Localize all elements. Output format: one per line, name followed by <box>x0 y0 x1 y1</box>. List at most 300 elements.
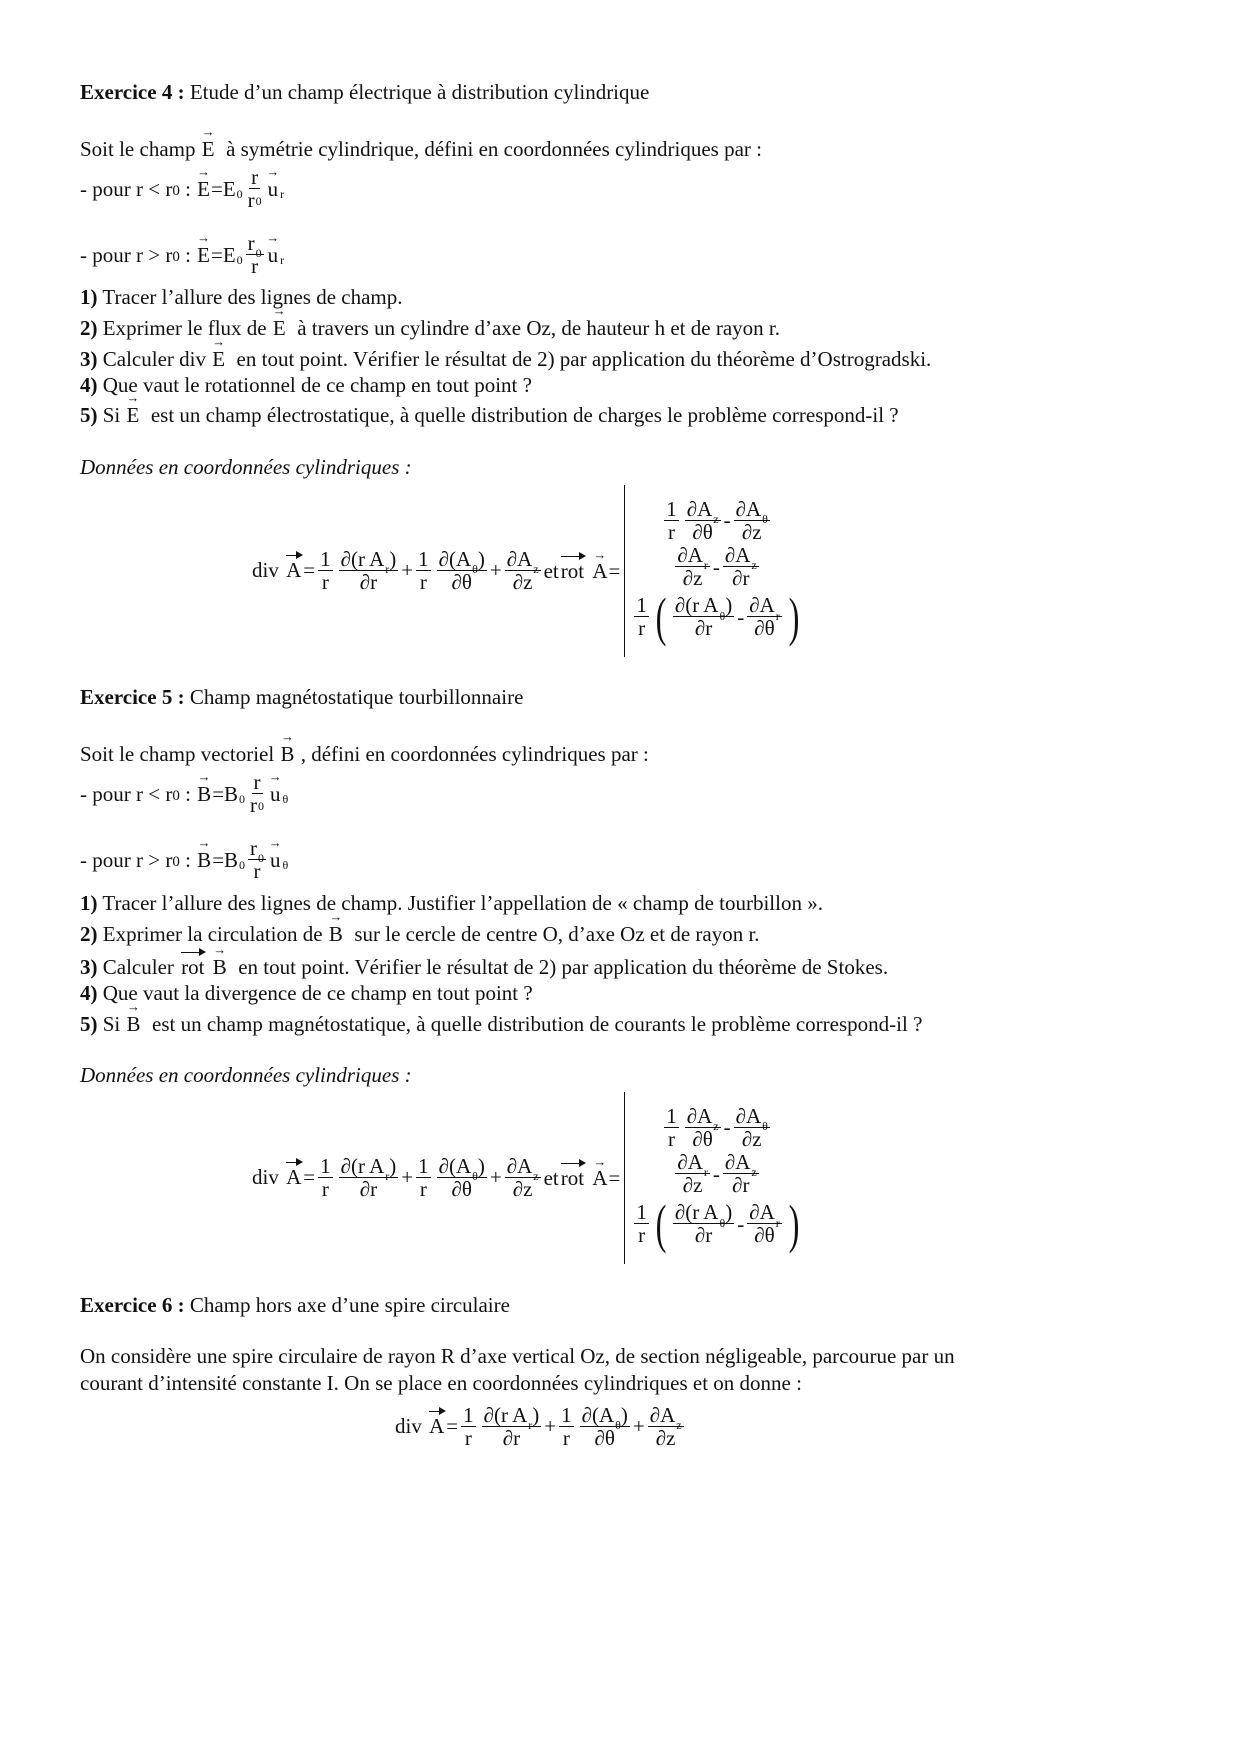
math-text: ∂A <box>749 593 775 618</box>
fraction <box>734 498 770 544</box>
formula-div <box>395 1404 687 1450</box>
ex5-q2 <box>80 922 760 946</box>
question-text: Si <box>97 403 126 427</box>
math-text: div <box>252 1165 285 1190</box>
math-text: r <box>419 569 427 594</box>
math-text: ∂r <box>732 566 750 591</box>
text: - pour r < r <box>80 782 173 806</box>
question-text: est un champ électrostatique, à quelle distribution de charges le problème correspond-il ? <box>140 403 899 427</box>
math-text: ∂r <box>502 1425 521 1450</box>
rot-components <box>631 1103 802 1255</box>
math-text: ∂(r A <box>674 593 719 618</box>
fraction <box>747 1201 782 1247</box>
math-text: ∂θ <box>451 1176 472 1201</box>
numerator <box>685 496 721 527</box>
math-text: ∂(r A <box>483 1402 528 1427</box>
subscript: z <box>751 1165 757 1180</box>
numerator <box>482 1402 542 1433</box>
ex4-q1 <box>80 285 403 309</box>
subscript: 0 <box>172 183 180 200</box>
math-text: r <box>638 616 646 641</box>
math-text: ) <box>389 546 397 571</box>
vector-symbol: → u <box>270 782 281 806</box>
text: , défini en coordonnées cylindriques par : <box>295 742 649 766</box>
numerator <box>675 543 710 573</box>
math-text: ) <box>725 1200 733 1225</box>
fraction <box>559 1404 574 1450</box>
ex4-title-text: Etude d’un champ électrique à distribution cylindrique <box>184 80 650 104</box>
subscript: r <box>528 1418 533 1433</box>
question-text: Si <box>97 1012 126 1036</box>
ex5-q4 <box>80 981 533 1005</box>
text: - pour r > r <box>80 243 173 267</box>
math-text: 1 <box>561 1402 572 1427</box>
math-text: 1 <box>418 546 429 571</box>
subscript: 0 <box>172 854 180 871</box>
math-text: - <box>712 554 720 579</box>
numerator <box>734 1103 770 1134</box>
overarrow-symbol: A <box>429 1414 445 1439</box>
math-text: + <box>632 1414 645 1439</box>
math-text: ∂z <box>512 569 533 594</box>
math-text: ∂θ <box>451 569 472 594</box>
vector-symbol: → B <box>197 848 211 872</box>
subscript: 0 <box>255 194 262 209</box>
denominator <box>561 1427 572 1450</box>
subscript: θ <box>762 1119 768 1134</box>
math-text: ∂z <box>512 1176 533 1201</box>
et-text: et <box>543 1165 559 1190</box>
overarrow-symbol: A <box>286 1165 302 1190</box>
denominator <box>511 1178 535 1201</box>
subscript: r <box>385 1169 390 1184</box>
formula-rot-lhs <box>559 1166 621 1191</box>
matrix-bar <box>624 1092 625 1264</box>
ex5-title-label: Exercice 5 : <box>80 685 185 709</box>
subscript: r <box>703 1165 708 1180</box>
ex6-title <box>80 1293 510 1317</box>
subscript: r <box>703 558 708 573</box>
ex4-title-label: Exercice 4 : <box>80 80 185 104</box>
numerator <box>416 548 431 571</box>
math-text: B <box>224 782 239 806</box>
subscript: θ <box>615 1418 621 1433</box>
math-text: ∂r <box>694 1223 713 1248</box>
numerator <box>673 1200 734 1230</box>
ex4-q2 <box>80 316 780 340</box>
math-text: r <box>253 770 261 794</box>
fraction <box>339 1155 399 1201</box>
ex5-div-rot-formulas <box>252 1092 803 1264</box>
fraction <box>505 548 541 594</box>
ex5-q3 <box>80 955 888 979</box>
text: à symétrie cylindrique, défini en coordonnées cylindriques par : <box>215 137 762 161</box>
question-number: 1) <box>80 285 98 309</box>
fraction <box>248 771 266 817</box>
math-text: ∂A <box>735 1103 762 1128</box>
overarrow-symbol: A <box>286 558 302 583</box>
numerator <box>648 1402 684 1433</box>
math-text: ∂z <box>682 566 703 591</box>
question-number: 4) <box>80 373 98 397</box>
math-text: = <box>608 558 621 583</box>
denominator <box>320 1178 331 1201</box>
numerator <box>318 1155 333 1178</box>
question-number: 4) <box>80 981 98 1005</box>
math-text: ∂z <box>682 1173 703 1198</box>
text: : <box>179 782 197 806</box>
ex5-q1 <box>80 891 823 915</box>
question-text: Que vaut le rotationnel de ce champ en tout point ? <box>97 373 532 397</box>
subscript: z <box>713 512 719 527</box>
numerator <box>723 543 759 573</box>
math-text: r <box>638 1223 646 1248</box>
numerator <box>248 836 266 866</box>
subscript: 0 <box>236 253 243 268</box>
subscript: 0 <box>239 792 246 807</box>
math-text: ∂A <box>649 1402 676 1427</box>
ex4-q5 <box>80 403 899 427</box>
question-number: 2) <box>80 922 98 946</box>
math-text: ∂θ <box>692 519 713 544</box>
math-text: ∂z <box>741 519 762 544</box>
denominator <box>654 1427 678 1450</box>
math-text: ∂(A <box>438 1153 472 1178</box>
denominator <box>320 571 331 594</box>
ex4-q4 <box>80 373 532 397</box>
math-text: - <box>712 1161 720 1186</box>
math-text: r <box>464 1425 472 1450</box>
math-text: ∂θ <box>754 616 775 641</box>
numerator <box>437 1153 487 1184</box>
subscript: θ <box>282 792 289 807</box>
vector-symbol: → A <box>592 1166 607 1191</box>
question-text: Tracer l’allure des lignes de champ. Justifier l’appellation de « champ de tourbillon ». <box>97 891 823 915</box>
math-text: = <box>211 243 223 267</box>
math-text: r <box>321 569 329 594</box>
subscript: r <box>280 187 285 202</box>
vector-symbol: → B <box>197 782 211 806</box>
numerator <box>723 1150 759 1180</box>
math-text: ∂z <box>655 1425 676 1450</box>
ex4-title <box>80 80 649 104</box>
text: - pour r < r <box>80 177 173 201</box>
math-text: div <box>395 1414 428 1439</box>
fraction <box>482 1404 542 1450</box>
math-text: ∂A <box>677 543 703 567</box>
ex6-paragraph-line2: courant d’intensité constante I. On se place en coordonnées cylindriques et on donne : <box>80 1371 802 1395</box>
fraction <box>664 498 679 544</box>
numerator <box>461 1404 476 1427</box>
fraction <box>664 1105 679 1151</box>
denominator <box>740 521 764 544</box>
vector-B: → B <box>280 742 294 766</box>
fraction <box>416 548 431 594</box>
question-text: est un champ magnétostatique, à quelle distribution de courants le problème correspond-il ? <box>141 1012 923 1036</box>
math-text: ∂A <box>724 1150 751 1174</box>
numerator <box>249 166 260 189</box>
math-text: ) <box>389 1153 397 1178</box>
vector-symbol: → u <box>268 177 279 201</box>
math-text: ∂z <box>741 1126 762 1151</box>
ex4-case1 <box>80 166 284 212</box>
left-paren-icon: ( <box>655 1194 667 1255</box>
fraction <box>634 1201 649 1247</box>
question-text: Exprimer le flux de <box>97 316 272 340</box>
question-number: 1) <box>80 891 98 915</box>
denominator <box>248 794 266 817</box>
vector-symbol: → u <box>270 848 281 872</box>
math-text <box>586 1166 591 1191</box>
math-text: = <box>212 848 225 872</box>
subscript: r <box>385 562 390 577</box>
math-text: ∂A <box>735 496 762 521</box>
math-text: ∂(r A <box>340 546 385 571</box>
denominator <box>693 1224 714 1247</box>
math-text: 1 <box>666 496 677 521</box>
numerator <box>246 231 264 261</box>
math-text: + <box>489 558 502 583</box>
denominator <box>693 617 714 640</box>
math-text: ∂(r A <box>340 1153 385 1178</box>
numerator <box>685 1103 721 1134</box>
fraction <box>318 1155 333 1201</box>
denominator <box>593 1427 617 1450</box>
question-text: sur le cercle de centre O, d’axe Oz et de rayon r. <box>343 922 760 946</box>
math-text: ∂A <box>506 546 533 571</box>
ex5-q5 <box>80 1012 922 1036</box>
text: : <box>179 177 197 201</box>
right-paren-icon: ) <box>788 587 800 648</box>
rot-component-row <box>661 498 773 544</box>
denominator <box>740 1128 764 1151</box>
fraction <box>747 594 782 640</box>
et-text: et <box>543 558 559 583</box>
denominator <box>511 571 535 594</box>
math-text: 1 <box>666 1103 677 1128</box>
numerator <box>252 771 263 794</box>
rot-component-row <box>672 544 761 590</box>
fraction <box>318 548 333 594</box>
numerator <box>747 593 782 623</box>
numerator <box>559 1404 574 1427</box>
numerator <box>505 1153 541 1184</box>
math-text: - <box>723 508 731 533</box>
denominator <box>730 1174 751 1197</box>
text: Soit le champ vectoriel <box>80 742 280 766</box>
math-text: B <box>224 848 239 872</box>
subscript: z <box>533 562 539 577</box>
question-text: Exprimer la circulation de <box>97 922 328 946</box>
subscript: z <box>713 1119 719 1134</box>
math-text: = <box>446 1414 459 1439</box>
denominator <box>450 571 474 594</box>
subscript: θ <box>719 608 726 623</box>
math-text: 1 <box>463 1402 474 1427</box>
question-number: 5) <box>80 403 98 427</box>
math-text: E <box>222 243 236 267</box>
ex5-case1 <box>80 771 288 817</box>
fraction <box>580 1404 630 1450</box>
math-text: = <box>303 1165 316 1190</box>
math-text: r <box>251 165 259 189</box>
rot-component-row <box>672 1151 761 1197</box>
ex4-data-label: Données en coordonnées cylindriques : <box>80 455 412 479</box>
math-text: = <box>608 1165 621 1190</box>
fraction <box>675 544 710 590</box>
vector-B: → B <box>329 922 343 946</box>
question-number: 3) <box>80 955 98 979</box>
formula-e-outside <box>196 232 284 278</box>
fraction <box>723 1151 759 1197</box>
math-text: 1 <box>418 1153 429 1178</box>
question-text: en tout point. Vérifier le résultat de 2) par application du théorème d’Ostrogradski. <box>226 347 932 371</box>
question-text: à travers un cylindre d’axe Oz, de hauteur h et de rayon r. <box>286 316 780 340</box>
denominator <box>636 1224 647 1247</box>
rot-components <box>631 496 802 648</box>
formula-div <box>252 548 544 594</box>
question-number: 3) <box>80 347 98 371</box>
denominator <box>730 567 751 590</box>
subscript: θ <box>472 1169 478 1184</box>
left-paren-icon: ( <box>655 587 667 648</box>
subscript: z <box>676 1418 682 1433</box>
question-text: Calculer div <box>97 347 212 371</box>
subscript: 0 <box>236 187 243 202</box>
question-number: 5) <box>80 1012 98 1036</box>
vector-B: → B <box>127 1012 141 1036</box>
denominator <box>463 1427 474 1450</box>
fraction <box>461 1404 476 1450</box>
ex6-title-label: Exercice 6 : <box>80 1293 185 1317</box>
text: - pour r > r <box>80 848 173 872</box>
math-text: 1 <box>636 593 647 618</box>
numerator <box>580 1402 630 1433</box>
subscript: θ <box>762 512 768 527</box>
ex5-title-text: Champ magnétostatique tourbillonnaire <box>184 685 524 709</box>
denominator <box>666 521 677 544</box>
question-text: Tracer l’allure des lignes de champ. <box>97 285 403 309</box>
subscript: θ <box>719 1215 726 1230</box>
paren-content <box>670 1201 785 1247</box>
rot-component-row <box>631 587 802 648</box>
subscript: 0 <box>172 249 180 266</box>
subscript: 0 <box>255 246 262 261</box>
math-text: - <box>737 604 745 629</box>
math-text: ∂(r A <box>674 1200 719 1225</box>
math-text: + <box>489 1165 502 1190</box>
math-text: ∂A <box>724 543 751 567</box>
text: : <box>179 848 197 872</box>
math-text: r <box>253 859 261 884</box>
question-text: Calculer <box>97 955 180 979</box>
math-text: = <box>303 558 316 583</box>
math-text: r <box>250 793 258 818</box>
math-text: + <box>401 558 414 583</box>
fraction <box>437 548 487 594</box>
subscript: θ <box>282 858 289 873</box>
math-text: 1 <box>320 546 331 571</box>
parenthesized <box>652 1194 803 1255</box>
ex5-title <box>80 685 523 709</box>
fraction <box>673 1201 734 1247</box>
denominator <box>752 617 776 640</box>
fraction <box>246 166 264 212</box>
math-text: r <box>247 231 255 255</box>
math-text: ∂θ <box>754 1223 775 1248</box>
fraction <box>505 1155 541 1201</box>
fraction <box>339 548 399 594</box>
numerator <box>664 1105 679 1128</box>
vector-E: → E <box>212 347 225 371</box>
denominator <box>246 189 264 212</box>
ex4-intro <box>80 137 762 161</box>
question-number: 2) <box>80 316 98 340</box>
math-text: ∂A <box>686 1103 713 1128</box>
math-text: r <box>250 836 258 860</box>
fraction <box>248 837 266 883</box>
fraction <box>685 498 721 544</box>
math-text: ∂θ <box>692 1126 713 1151</box>
denominator <box>752 1224 776 1247</box>
vector-B: → B <box>213 955 227 979</box>
paren-content <box>670 594 785 640</box>
math-text: ∂A <box>506 1153 533 1178</box>
math-text: E <box>222 177 236 201</box>
denominator <box>418 571 429 594</box>
subscript: 0 <box>239 858 246 873</box>
formula-div <box>252 1155 544 1201</box>
numerator <box>634 594 649 617</box>
math-text: ∂r <box>359 569 378 594</box>
math-text: + <box>401 1165 414 1190</box>
fraction <box>246 232 264 278</box>
formula-e-inside <box>196 166 284 212</box>
math-text: ∂A <box>749 1200 775 1225</box>
math-text: r <box>321 1176 329 1201</box>
denominator <box>636 617 647 640</box>
math-text: ) <box>477 546 485 571</box>
numerator <box>339 546 399 577</box>
numerator <box>318 548 333 571</box>
text: : <box>179 243 197 267</box>
math-text: r <box>667 1126 675 1151</box>
formula-b-outside <box>196 837 288 883</box>
vector-symbol: → E <box>197 243 210 267</box>
denominator <box>681 1174 705 1197</box>
numerator <box>505 546 541 577</box>
math-text: ) <box>620 1402 628 1427</box>
math-text: ∂(A <box>581 1402 615 1427</box>
math-text: r <box>419 1176 427 1201</box>
fraction <box>437 1155 487 1201</box>
subscript: 0 <box>172 788 180 805</box>
math-text: ) <box>477 1153 485 1178</box>
fraction <box>723 544 759 590</box>
math-text: ∂(A <box>438 546 472 571</box>
denominator <box>450 1178 474 1201</box>
vector-symbol: → E <box>197 177 210 201</box>
numerator <box>747 1200 782 1230</box>
denominator <box>690 1128 714 1151</box>
matrix-bar <box>624 485 625 657</box>
overarrow-symbol: rot <box>560 1165 585 1190</box>
math-text: 1 <box>320 1153 331 1178</box>
math-text: = <box>212 782 225 806</box>
numerator <box>734 496 770 527</box>
rot-component-row <box>661 1105 773 1151</box>
numerator <box>673 593 734 623</box>
